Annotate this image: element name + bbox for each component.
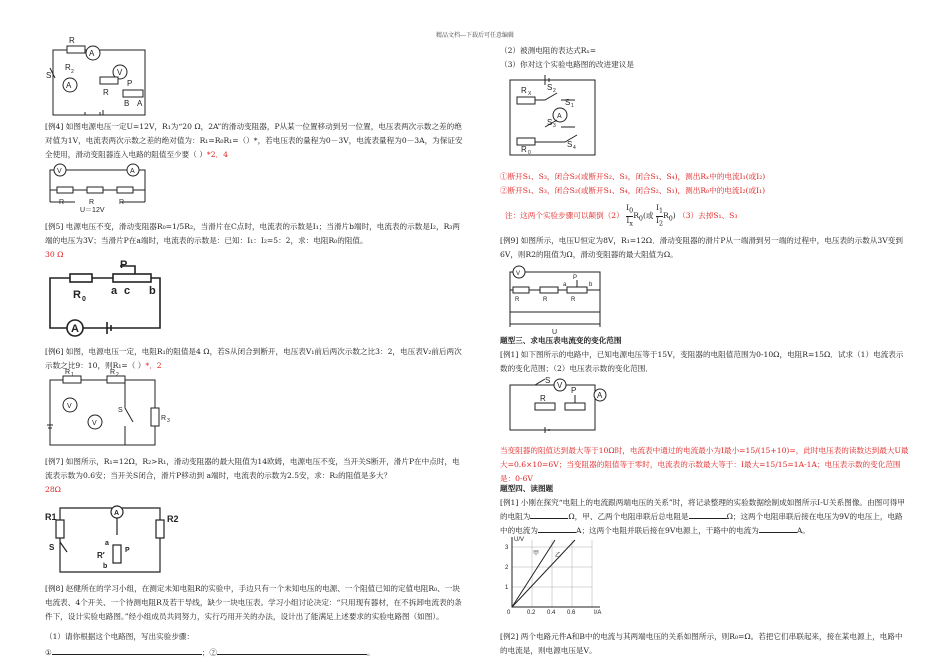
section-3-title: 题型三、求电压表电流变的变化范围 <box>500 336 622 345</box>
fig9-label: a <box>563 282 567 288</box>
graph-xtick: 0 <box>507 610 511 616</box>
iu-graph <box>500 535 610 615</box>
section-4-title: 题型四、读图题 <box>500 484 554 493</box>
fig-top-label: V <box>117 68 123 77</box>
fig-s3-label: V <box>557 381 563 390</box>
fig-top-label: S <box>46 71 52 80</box>
fig7-label: R1 <box>45 512 57 522</box>
fig7-label: P <box>125 547 130 554</box>
fig-top-label: A <box>89 49 95 58</box>
fig-top-label: A <box>66 81 72 90</box>
example-9: [例9] 如图所示，电压U恒定为8V，R₁=12Ω．滑动变阻器的滑片P从一端滑到另一端的过程中，电压表的示数从3V变到6V，则R2的阻值为Ω，滑动变阻器的最大阻值为Ω。 <box>500 236 903 259</box>
fig6-label: 3 <box>167 418 170 424</box>
fig4-label: V <box>57 168 62 175</box>
fig6-label: R <box>110 369 116 376</box>
circuit-figure-ex6 <box>45 370 175 455</box>
question-3: （3）你对这个实验电路图的改进建议是 <box>500 60 634 69</box>
fig9-label: V <box>516 271 521 277</box>
graph-xlabel: I/A <box>594 610 602 616</box>
fig4-label: A <box>130 168 135 175</box>
fig-top-label: R <box>103 88 109 97</box>
fig9-label: R <box>571 297 576 303</box>
circuit-figure-ex9 <box>505 262 610 337</box>
example-8: [例8] 赵健所在的学习小组，在测定未知电阻R的实验中，手边只有一个未知电压的电源、一个阻值已知的定值电阻R₀、一块电流表、4个开关、一个待测电阻R及若干导线，缺少一块电压表。学习小组讨论决定：“只用现有器材，在不拆卸电流表的条件下，设计实验电路图。”经小组成员共同努力，实行巧用开关的办法，设计出了能满足上述要求的实验电路图（如图）。 <box>45 584 462 621</box>
circuit-figure-ex7 <box>45 500 195 580</box>
fig9-label: R <box>515 297 520 303</box>
question-1-blanks: ① ；② 。 <box>45 648 375 657</box>
graph-line-label: 乙 <box>555 553 562 559</box>
fig6-label: S <box>118 407 123 414</box>
fig8-label: S <box>547 83 553 92</box>
graph-ytick: 1 <box>505 585 509 591</box>
fig6-label: V <box>92 420 97 427</box>
fig8-label: R <box>521 145 527 154</box>
fig-s3-label: S <box>545 376 551 385</box>
fig4-label: U＝12V <box>80 207 105 214</box>
fig5-label: a <box>111 285 118 297</box>
fig8-label: 1 <box>571 103 574 109</box>
fig5-label: P <box>120 259 128 271</box>
example-4: [例4] 如图电源电压一定U=12V，R₁为“20 Ω，2A”的滑动变阻器，P从某一位置移动到另一位置，电压表两次示数之差的绝对值为1V，电流表两次示数之差的绝对值为：R₁=R₀R₁=（）*，若电压表的量程为0－3V，电流表量程为0－3A，为保证安全使用，滑动变阻器连入电路的阻值至少要（ ）*2．4 <box>45 122 463 159</box>
fig9-label: R <box>543 297 548 303</box>
fig8-label: X <box>528 91 532 97</box>
fig7-label: A <box>114 510 120 517</box>
fig8-label: 4 <box>573 145 576 151</box>
fig8-label: 3 <box>553 123 556 129</box>
circuit-figure-ex8 <box>505 75 605 165</box>
fig9-label: P <box>573 275 578 281</box>
circuit-figure-ex5 <box>45 260 170 335</box>
graph-ylabel: U/V <box>514 537 525 543</box>
fig5-label: 0 <box>82 296 86 303</box>
page-header: 精品文档---下载后可任意编辑 <box>435 32 515 39</box>
fig-top-label: B <box>124 99 130 108</box>
fig-top-label: A <box>137 99 143 108</box>
fig-s3-label: A <box>597 391 603 400</box>
fig6-label: R <box>65 369 71 376</box>
fig7-label: R2 <box>167 514 179 524</box>
fig-s3-label: P <box>571 386 577 395</box>
section-3-answer: 当变阻器的阻值达到最大等于10Ω时，电流表中通过的电流最小为I最小=15/(15+10)=，此时电压表的读数达到最大U最大=0.6×10=6V；当变阻器的阻值等于零时，电流表的示数最大等于：I最大=15/15=1A-1A；电压表示数的变化范围是：0-6V <box>500 446 909 483</box>
fig-top-label: R <box>69 36 75 45</box>
example-5: [例5] 电源电压不变，滑动变阻器R₀=1/5R₂，当滑片在C点时，电流表的示数是I₁；当滑片b端时，电流表的示数是I₂，R₃两端的电压为3V；当滑片P在a端时，电流表的示数是：已知：I₁：I₂=5：2，求：电阻R₀的阻值。 30 Ω <box>45 222 460 259</box>
section-4-example-1: [例1] 小刚在探究“电阻上的电流跟两端电压的关系”时，将记录整理的实验数据绘制成如图所示I-U关系图像。由图可得甲的电阻为 Ω，甲、乙两个电阻串联后总电阻是 Ω；这两个电阻串联后接在电压为9V的电压上，电路中的电流为 A；这两个电阻并联后接在9V电源上，干路中的电流为 A。 <box>500 498 905 535</box>
fig4-label: R <box>89 199 95 206</box>
fig8-label: R <box>521 86 527 95</box>
fig8-label: 2 <box>553 88 556 94</box>
circuit-figure-ex4 <box>45 160 155 220</box>
answer-expression: 注：这两个实验步骤可以颠倒（2） $\frac{I_0}{I_x}$ $R_0$(或 $\frac{I_1}{I_2}$ $R_0$) （3）去掉S₁、S₃ <box>505 203 738 228</box>
circuit-figure-s3 <box>505 375 615 440</box>
fig-top-label: 2 <box>71 69 74 75</box>
fig4-label: R <box>119 199 125 206</box>
fig4-label: R <box>59 199 65 206</box>
fig9-label: U <box>552 329 558 336</box>
graph-line-label: 甲 <box>533 551 540 557</box>
fig9-label: b <box>589 282 593 288</box>
fig5-label: b <box>149 285 156 297</box>
answer-step-1: ①断开S₁、S₃，闭合S₂(或断开S₂、S₃，闭合S₁、S₄)，测出Rₓ中的电流I₁(或I₂) <box>500 172 766 181</box>
fig-s3-label: R <box>540 394 546 403</box>
fig8-label: S <box>547 118 553 127</box>
circuit-figure-top <box>45 36 165 125</box>
answer-step-2: ②断开S₁、S₃，闭合S₂(或断开S₁、S₄，闭合S₂、S₃)，测出R₀中的电流I₂(或I₁) <box>500 186 766 195</box>
section-4-example-2: [例2] 两个电路元件A和B中的电流与其两端电压的关系如图所示，则R₀=Ω。若把它们串联起来，接在某电源上，电路中的电流是，则电源电压是V。 <box>500 632 903 655</box>
graph-ytick: 2 <box>505 565 509 571</box>
question-2: （2）被测电阻的表达式Rₓ= <box>500 46 597 55</box>
fig6-label: 1 <box>71 372 74 378</box>
fig6-label: R <box>161 415 167 422</box>
graph-xtick: 0.2 <box>527 610 536 616</box>
graph-xtick: 0.6 <box>567 610 576 616</box>
fig7-label: S <box>49 543 55 552</box>
fig8-label: S <box>565 98 571 107</box>
fig8-label: A <box>557 113 562 120</box>
fig-top-label: P <box>127 79 133 88</box>
fig5-label: c <box>124 285 131 297</box>
section-3-example-1: [例1] 如下图所示的电路中，已知电源电压等于15V，变阻器的电阻值范围为0-10Ω，电阻R=15Ω．试求（1）电流表示数的变化范围；（2）电压表示数的变化范围． <box>500 350 904 373</box>
fig6-label: V <box>67 403 72 410</box>
example-6: [例6] 如图，电源电压一定，电阻R₁的阻值是4 Ω，若S从闭合到断开，电压表V₁前后两次示数之比3：2，电压表V₂前后两次示数之比9：10，则R₁=（ ）*．2 <box>45 347 462 370</box>
fig5-label: R <box>73 289 81 301</box>
graph-xtick: 0.4 <box>547 610 556 616</box>
fig5-label: A <box>71 323 79 335</box>
example-7: [例7] 如图所示，R₁=12Ω，R₂>R₁，滑动变阻器的最大阻值为14欧姆，电源电压不变，当开关S断开，滑片P在中点时，电流表示数为0.6安；当开关S闭合，滑片P移动到 a端时，电流表的示数为2.5安，求：R₂的阻值是多大？ 28Ω <box>45 457 460 494</box>
fig8-label: S <box>567 140 573 149</box>
fig-top-label: R <box>65 63 71 72</box>
fig7-label: b <box>103 563 108 570</box>
graph-ytick: 3 <box>505 545 509 551</box>
fig7-label: R′ <box>97 551 105 560</box>
question-1: （1）请你根据这个电路图，写出实验步骤： <box>45 632 195 641</box>
fig8-label: 0 <box>528 150 531 156</box>
fig7-label: a <box>105 540 109 547</box>
fig6-label: 2 <box>116 372 119 378</box>
